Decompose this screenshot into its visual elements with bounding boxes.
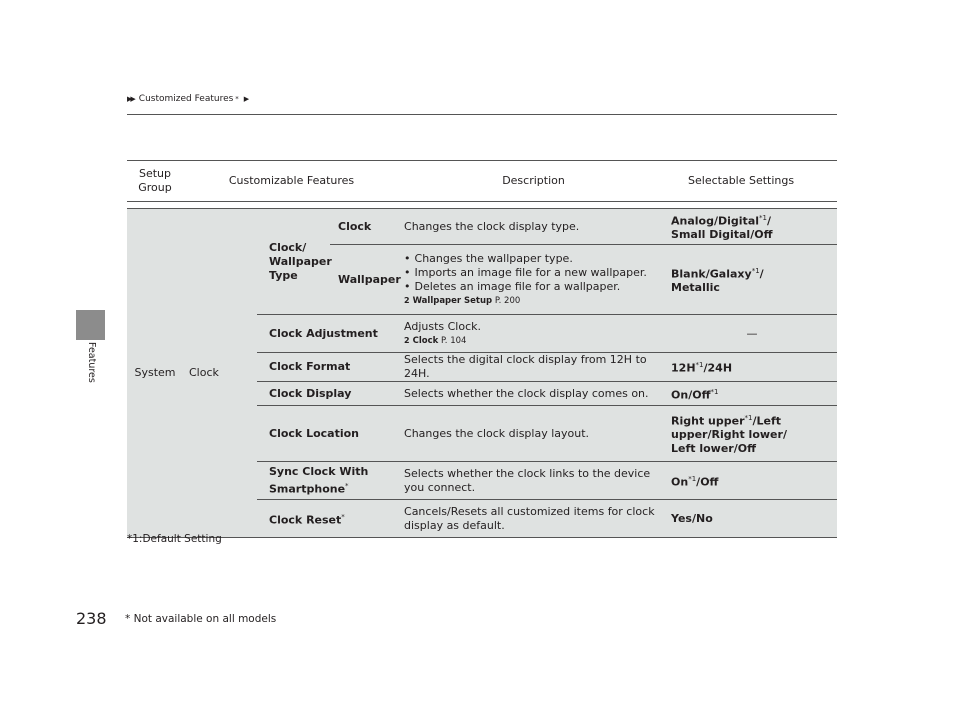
table-row	[127, 209, 837, 245]
settings-clock-location: Right upper$^{*1}$/Left upper/Right lower/ Left lower/Off	[667, 406, 837, 462]
cross-reference[interactable]: 2 Clock P. 104	[404, 335, 467, 346]
cross-reference[interactable]: 2 Wallpaper Setup P. 200	[404, 295, 521, 306]
settings-clock-adjustment: —	[667, 315, 837, 353]
default-setting-footnote: *1:Default Setting	[127, 533, 222, 545]
settings-clock-reset: Yes/No	[667, 500, 837, 538]
group-clock: Clock	[183, 209, 257, 538]
availability-footnote: * Not available on all models	[125, 613, 277, 625]
desc-clock-location: Changes the clock display layout.	[400, 406, 667, 462]
feature-clock-location: Clock Location	[257, 406, 400, 462]
settings-clock-format: $12H^{*1}/24H$	[667, 353, 837, 382]
feature-clock-wallpaper-type: Clock/ Wallpaper Type	[257, 209, 330, 315]
header-rule	[127, 114, 837, 115]
section-tab	[76, 310, 105, 340]
feature-sync-clock-with-smartphone: Sync Clock With Smartphone*	[257, 462, 400, 500]
feature-clock-reset: Clock Reset*	[257, 500, 400, 538]
reference-arrow-icon: 2	[404, 295, 410, 305]
table-header-row	[127, 161, 837, 202]
feature-clock-display: Clock Display	[257, 382, 400, 406]
header-selectable-settings: Selectable Settings	[667, 161, 837, 202]
group-system: System	[127, 209, 183, 538]
feature-clock-adjustment: Clock Adjustment	[257, 315, 400, 353]
breadcrumb	[127, 94, 250, 104]
desc-wallpaper: • Changes the wallpaper type. • Imports an image file for a new wallpaper. • Deletes an image file for a wallpaper. 2 Wallpaper Setup P. 200	[400, 245, 667, 315]
feature-clock-format: Clock Format	[257, 353, 400, 382]
desc-clock-adjustment: Adjusts Clock. 2 Clock P. 104	[400, 315, 667, 353]
header-description: Description	[400, 161, 667, 202]
settings-wallpaper: Blank/Galaxy$^{*1}$/ Metallic	[667, 245, 837, 315]
breadcrumb-mark: *	[235, 95, 239, 103]
settings-sync-clock: On$^{*1}$/Off	[667, 462, 837, 500]
section-label: Features	[86, 342, 97, 383]
reference-arrow-icon: 2	[404, 335, 410, 345]
header-customizable-features: Customizable Features	[183, 161, 400, 202]
desc-clock-format: Selects the digital clock display from 12H to 24H.	[400, 353, 667, 382]
feature-wallpaper: Wallpaper	[330, 245, 400, 315]
feature-clock: Clock	[330, 209, 400, 245]
desc-clock-reset: Cancels/Resets all customized items for clock display as default.	[400, 500, 667, 538]
breadcrumb-title[interactable]: Customized Features	[138, 94, 234, 104]
page-number: 238	[76, 609, 107, 628]
settings-clock: Analog/Digital$^{*1}$/ Small Digital/Off	[667, 209, 837, 245]
arrow-icon: ▶	[243, 95, 248, 103]
desc-clock: Changes the clock display type.	[400, 209, 667, 245]
header-setup-group: Setup Group	[127, 161, 183, 202]
double-arrow-icon: ▶▶	[127, 95, 134, 103]
customization-table	[127, 160, 837, 538]
desc-sync-clock: Selects whether the clock links to the device you connect.	[400, 462, 667, 500]
settings-clock-display: On/Off$^{*1}$	[667, 382, 837, 406]
desc-clock-display: Selects whether the clock display comes on.	[400, 382, 667, 406]
